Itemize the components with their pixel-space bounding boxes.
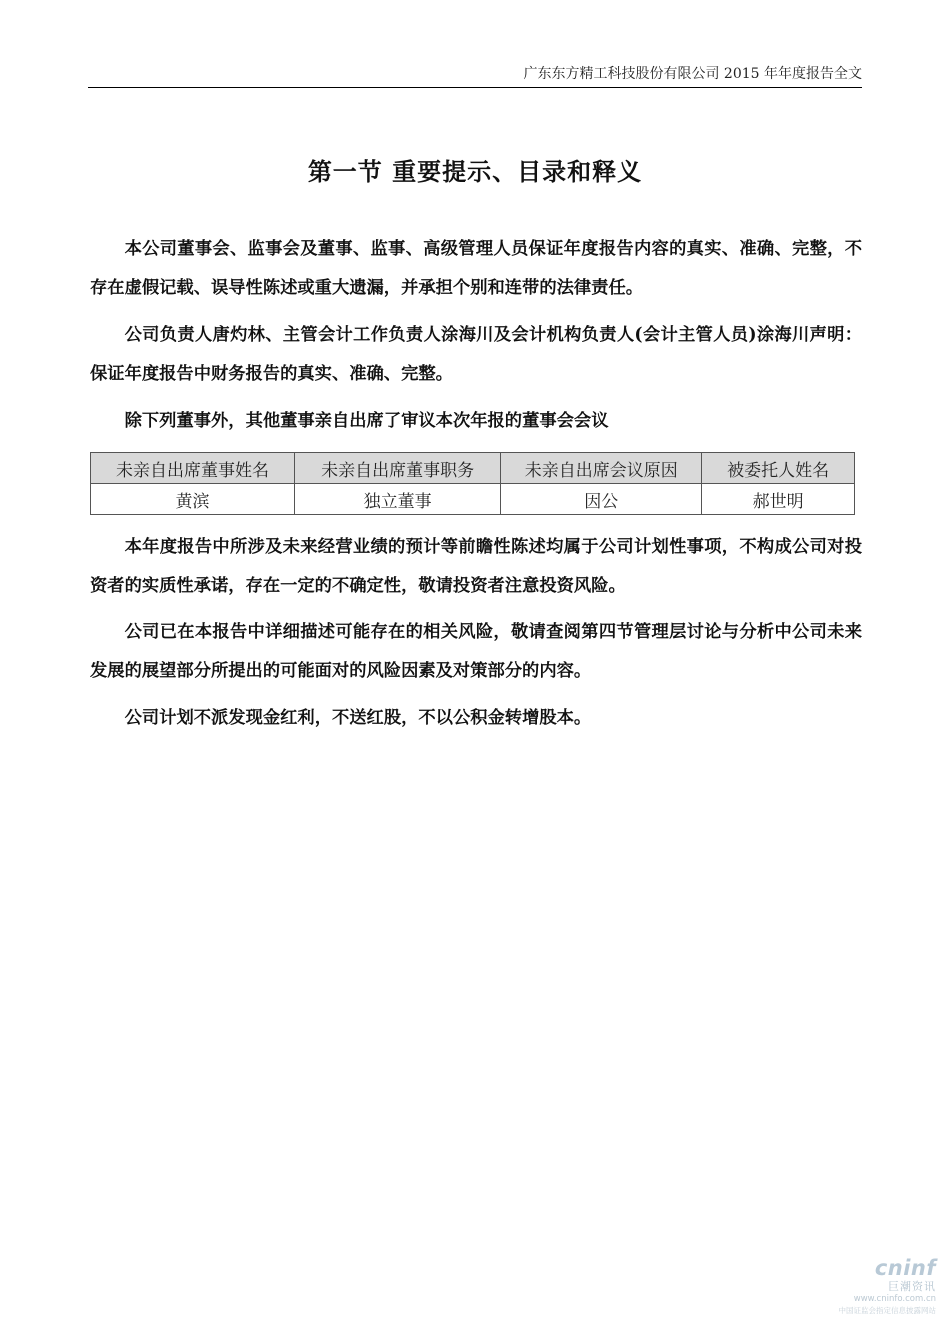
attendance-intro: 除下列董事外，其他董事亲自出席了审议本次年报的董事会会议 — [124, 411, 609, 431]
header-absent-director-name: 未亲自出席董事姓名 — [91, 453, 295, 484]
board-guarantee-paragraph: 本公司董事会、监事会及董事、监事、高级管理人员保证年度报告内容的真实、准确、完整，不存在虚假记载、误导性陈述或重大遗漏，并承担个别和连带的法律责任。 — [90, 239, 862, 298]
logo-brand: cninf — [874, 1256, 936, 1280]
section-title: 第一节 重要提示、目录和释义 — [307, 157, 643, 186]
forward-looking-disclaimer: 本年度报告中所涉及未来经营业绩的预计等前瞻性陈述均属于公司计划性事项，不构成公司对投资者的实质性承诺，存在一定的不确定性，敬请投资者注意投资风险。 — [90, 537, 862, 596]
table-row — [91, 484, 855, 515]
cell-absence-reason: 因公 — [501, 484, 702, 515]
running-header: 广东东方精工科技股份有限公司 2015 年年度报告全文 — [523, 66, 862, 82]
absent-directors-table — [90, 452, 855, 515]
header-absent-director-position: 未亲自出席董事职务 — [294, 453, 500, 484]
cell-proxy-name: 郝世明 — [702, 484, 855, 515]
header-proxy-name: 被委托人姓名 — [702, 453, 855, 484]
header-absence-reason: 未亲自出席会议原因 — [501, 453, 702, 484]
logo-tagline: 中国证监会指定信息披露网站 — [838, 1306, 936, 1315]
cninfo-watermark-logo — [816, 1256, 936, 1334]
logo-brand-cn: 巨潮资讯 — [888, 1280, 936, 1293]
risk-notice-paragraph: 公司已在本报告中详细描述可能存在的相关风险，敬请查阅第四节管理层讨论与分析中公司未来发展的展望部分所提出的可能面对的风险因素及对策部分的内容。 — [90, 622, 862, 681]
cell-director-name: 黄滨 — [91, 484, 295, 515]
dividend-plan-paragraph: 公司计划不派发现金红利，不送红股，不以公积金转增股本。 — [124, 708, 592, 728]
responsible-persons-statement: 公司负责人唐灼林、主管会计工作负责人涂海川及会计机构负责人(会计主管人员)涂海川声明：保证年度报告中财务报告的真实、准确、完整。 — [90, 325, 862, 384]
table-header-row — [91, 453, 855, 484]
logo-url: www.cninfo.com.cn — [853, 1294, 936, 1304]
cell-director-position: 独立董事 — [294, 484, 500, 515]
header-divider — [88, 87, 862, 88]
